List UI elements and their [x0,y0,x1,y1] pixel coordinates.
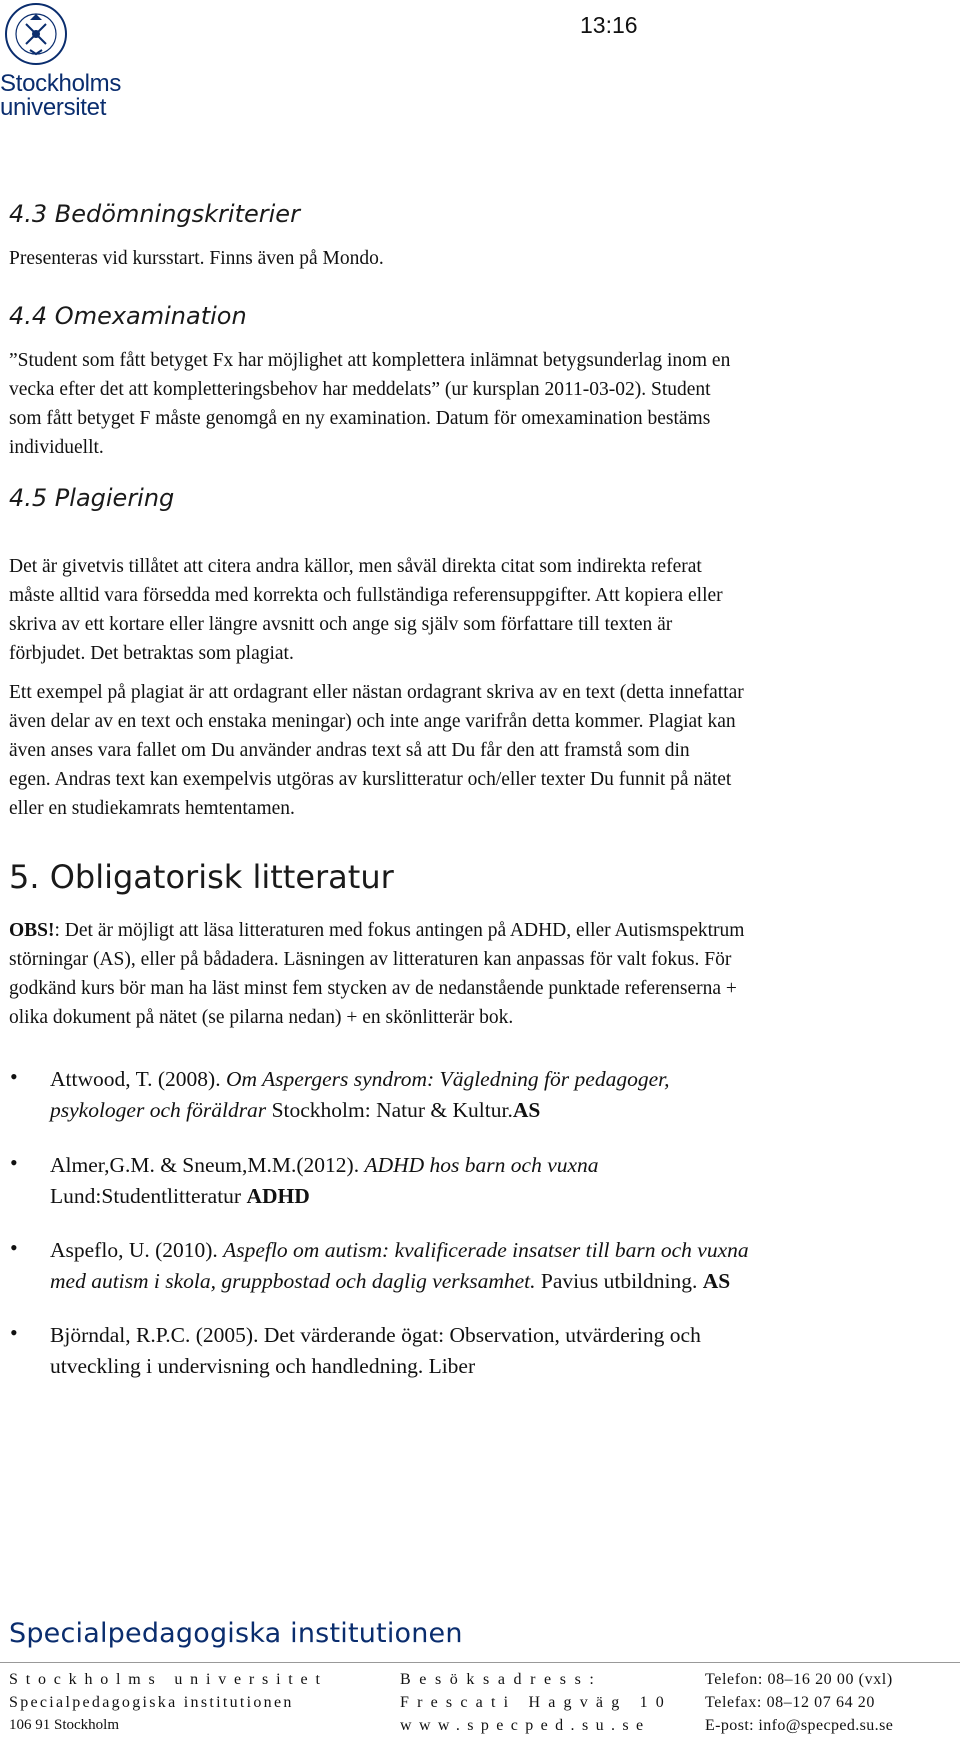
footer-visit-col [400,1668,672,1737]
list-item [50,1320,930,1382]
text-line: även anses vara fallet om Du använder andras text så att Du får den att framstå som din [9,740,690,761]
reference-title: Aspeflo om autism: kvalificerade insatser till barn och vuxna [223,1238,749,1262]
page-time: 13:16 [580,12,638,38]
reference-tag: AS [702,1269,731,1293]
heading-4-4: 4.4 Omexamination [9,302,247,330]
text-line: egen. Andras text kan exempelvis utgöras av kurslitteratur och/eller texter Du funnit på nätet [9,769,732,790]
footer-line: Telefax: 08–12 07 64 20 [705,1694,875,1711]
reference-title: Om Aspergers syndrom: Vägledning för pedagoger, [225,1067,670,1091]
list-item [50,1150,930,1212]
text-line: Det är givetvis tillåtet att citera andra källor, men såväl direkta citat som indirekta referat [9,556,702,577]
paragraph-4-5-2 [9,678,959,823]
text-line: störningar (AS), eller på bådadera. Läsningen av litteraturen kan anpassas för valt fokus. För [9,949,732,970]
text-line: Ett exempel på plagiat är att ordagrant eller nästan ordagrant skriva av en text (detta innefattar [9,682,744,703]
list-item [50,1235,930,1297]
reference-publisher: Lund:Studentlitteratur [50,1184,247,1208]
footer-link-email[interactable]: E-post: info@specped.su.se [705,1717,894,1734]
bullet-icon: • [10,1320,18,1345]
footer-line: Specialpedagogiska institutionen [9,1694,294,1711]
obs-label: OBS! [9,920,55,941]
reference-author: Almer,G.M. & Sneum,M.M.(2012). [50,1153,365,1177]
text-line: som fått betyget F måste genomgå en ny examination. Datum för omexamination bestäms [9,408,711,429]
heading-4-3: 4.3 Bedömningskriterier [9,200,300,228]
footer-department-title: Specialpedagogiska institutionen [9,1618,463,1649]
university-seal-icon [4,2,68,66]
heading-4-5: 4.5 Plagiering [9,484,175,512]
text-line: förbjudet. Det betraktas som plagiat. [9,643,294,664]
reference-tag: AS [512,1098,541,1122]
text-line: måste alltid vara försedda med korrekta och fullständiga referensuppgifter. Att kopiera eller [9,585,723,606]
footer-line: Frescati Hagväg 10 [400,1694,673,1711]
footer-line: Telefon: 08–16 20 00 (vxl) [705,1671,893,1688]
text-line: individuellt. [9,437,104,458]
logo-text-universitet: universitet [0,94,107,121]
footer-line: 106 91 Stockholm [9,1717,120,1733]
reference-line: utveckling i undervisning och handledning. Liber [50,1354,476,1378]
reference-line: Björndal, R.P.C. (2005). Det värderande ögat: Observation, utvärdering och [50,1323,701,1347]
logo-text-stockholms: Stockholms [0,70,122,97]
footer-address-col [9,1668,328,1737]
reference-publisher: Pavius utbildning. [535,1269,703,1293]
university-logo [0,0,140,120]
text-line: eller en studiekamrats hemtentamen. [9,798,295,819]
reference-title-cont: psykologer och föräldrar [50,1098,267,1122]
reference-publisher: Stockholm: Natur & Kultur. [266,1098,513,1122]
text-line: skriva av ett kortare eller längre avsnitt och ange sig själv som författare till texten är [9,614,673,635]
text-line: även delar av en text och enstaka meningar) och inte ange varifrån detta kommer. Plagiat kan [9,711,736,732]
bullet-icon: • [10,1235,18,1260]
footer-line: Besöksadress: [400,1671,603,1688]
footer-contact-col [705,1668,893,1737]
text-line [9,916,959,945]
footer-line: Stockholms universitet [9,1671,328,1688]
paragraph-4-5-1 [9,552,959,668]
text-line: olika dokument på nätet (se pilarna nedan) + en skönlitterär bok. [9,1007,514,1028]
list-item [50,1064,930,1126]
text-4-3: Presenteras vid kursstart. Finns även på Mondo. [9,248,384,269]
bullet-icon: • [10,1064,18,1089]
text-line: godkänd kurs bör man ha läst minst fem stycken av de nedanstående punktade referenserna + [9,978,737,999]
heading-5: 5. Obligatorisk litteratur [9,858,394,896]
paragraph-obs [9,916,959,1032]
reference-author: Attwood, T. (2008). [50,1067,226,1091]
text-line: ”Student som fått betyget Fx har möjlighet att komplettera inlämnat betygsunderlag inom en [9,350,731,371]
footer-divider [0,1662,960,1663]
reference-tag: ADHD [246,1184,310,1208]
paragraph-4-4 [9,346,959,462]
text-line: vecka efter det att kompletteringsbehov har meddelats” (ur kursplan 2011-03-02). Student [9,379,711,400]
reference-title: ADHD hos barn och vuxna [364,1153,599,1177]
reference-title-cont: med autism i skola, gruppbostad och daglig verksamhet. [50,1269,536,1293]
bullet-icon: • [10,1150,18,1175]
reference-author: Aspeflo, U. (2010). [50,1238,224,1262]
footer-link-website[interactable]: www.specped.su.se [400,1717,651,1734]
obs-text: : Det är möjligt att läsa litteraturen med fokus antingen på ADHD, eller Autismspektrum [54,920,745,941]
